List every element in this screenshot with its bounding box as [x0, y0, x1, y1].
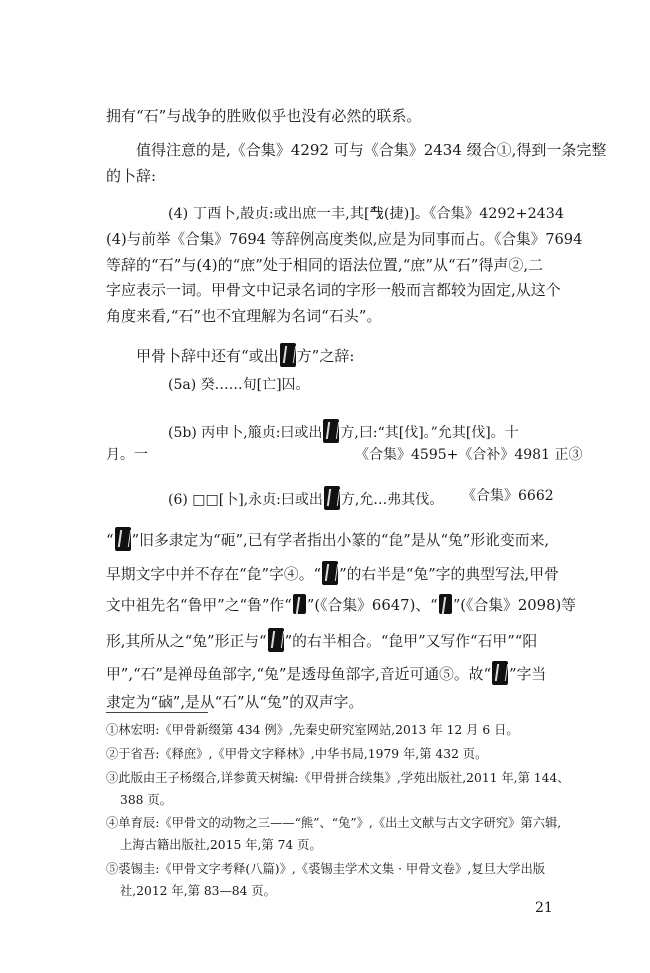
text-segment: ”字当: [509, 666, 547, 683]
oracle-glyph-icon: [323, 419, 339, 443]
oracle-glyph-icon: [268, 628, 284, 652]
text-line: 字应表示一词。甲骨文中记录名词的字形一般而言都较为固定,从这个: [106, 281, 561, 299]
text-segment: (5b) 丙申卜,箙贞:曰或出: [168, 425, 323, 441]
oracle-glyph-icon: [293, 594, 306, 614]
text-line: [136, 343, 354, 367]
footnote-5: ⑤裘锡圭:《甲骨文字考释(八篇)》,《裘锡圭学术文集 · 甲骨文卷》,复旦大学出版: [106, 862, 546, 876]
text-line: 等辞的“石”与(4)的“庶”处于相同的语法位置,“庶”从“石”得声②,二: [106, 256, 544, 274]
oracle-glyph-icon: [322, 561, 338, 585]
page-number: 21: [535, 900, 553, 916]
text-segment: ”(《合集》2098)等: [452, 597, 577, 614]
example-5a: (5a) 癸……旬[亡]囚。: [168, 377, 310, 393]
text-segment: 早期文字中并不存在“㲋”字④。“: [106, 566, 322, 583]
footnote-4: ④单育辰:《甲骨文的动物之三——“熊”、“兔”》,《出土文献与古文字研究》第六辑,: [106, 816, 562, 830]
oracle-glyph-icon: [439, 594, 452, 614]
example-4: (4) 丁酉卜,㱿贞:或出庶一丰,其[𢦔(捷)]。《合集》4292+2434: [168, 206, 564, 222]
text-segment: 甲骨卜辞中还有“或出: [136, 347, 279, 365]
text-segment: ”的右半是“兔”字的典型写法,甲骨: [339, 566, 559, 583]
text-line: [106, 661, 546, 685]
text-segment: ”的右半相合。“㲋甲”又写作“石甲”“阳: [284, 633, 538, 650]
text-line: [106, 527, 549, 551]
oracle-glyph-icon: [492, 661, 508, 685]
footnote-3-cont: 388 页。: [120, 793, 172, 807]
text-line: 拥有“石”与战争的胜败似乎也没有必然的联系。: [106, 107, 422, 125]
text-segment: 文中祖先名“鲁甲”之“鲁”作“: [106, 597, 292, 614]
oracle-glyph-icon: [115, 527, 131, 551]
footnote-2: ②于省吾:《释庶》,《甲骨文字释林》,中华书局,1979 年,第 432 页。: [106, 747, 488, 761]
text-segment: 方,曰:“其[伐]。”允其[伐]。十: [340, 425, 519, 441]
source-citation: 《合集》4595+《合补》4981 正③: [355, 447, 583, 463]
text-segment: ”(《合集》6647)、“: [306, 597, 438, 614]
text-segment: 甲”,“石”是禅母鱼部字,“兔”是透母鱼部字,音近可通⑤。故“: [106, 666, 492, 683]
oracle-glyph-icon: [280, 343, 296, 367]
oracle-glyph-icon: [324, 486, 340, 510]
text-line-last: 隶定为“硵”,是从“石”从“兔”的双声字。: [106, 694, 364, 711]
footnote-1: ①林宏明:《甲骨新缀第 434 例》,先秦史研究室网站,2013 年 12 月 6 日。: [106, 723, 519, 737]
text-line: 角度来看,“石”也不宜理解为名词“石头”。: [106, 307, 382, 325]
text-line: [106, 561, 559, 585]
text-line: [106, 628, 537, 652]
example-5b-cont: 月。一: [106, 447, 148, 463]
text-line: [106, 594, 576, 616]
text-segment: 方”之辞:: [296, 347, 355, 365]
text-segment: “: [106, 532, 114, 549]
text-segment: (6) □□[卜],永贞:曰或出: [168, 492, 323, 508]
text-line: 的卜辞:: [106, 167, 157, 185]
text-segment: ”旧多隶定为“砈”,已有学者指出小篆的“㲋”是从“兔”形讹变而来,: [131, 532, 550, 549]
example-5b: [168, 419, 519, 443]
footnote-3: ③此版由王子杨缀合,详参黄天树编:《甲骨拼合续集》,学苑出版社,2011 年,第 144、: [106, 771, 570, 785]
text-line: (4)与前举《合集》7694 等辞例高度类似,应是为同事而占。《合集》7694: [106, 231, 583, 248]
example-6: [168, 486, 443, 510]
footnote-5-cont: 社,2012 年,第 83—84 页。: [120, 884, 276, 898]
text-segment: 形,其所从之“兔”形正与“: [106, 633, 267, 650]
footnote-4-cont: 上海古籍出版社,2015 年,第 74 页。: [120, 838, 322, 852]
text-segment: 方,允…弗其伐。: [340, 492, 444, 508]
text-line: 值得注意的是,《合集》4292 可与《合集》2434 缀合①,得到一条完整: [136, 141, 607, 159]
source-citation: 《合集》6662: [462, 488, 554, 504]
footnote-divider: [106, 712, 208, 713]
